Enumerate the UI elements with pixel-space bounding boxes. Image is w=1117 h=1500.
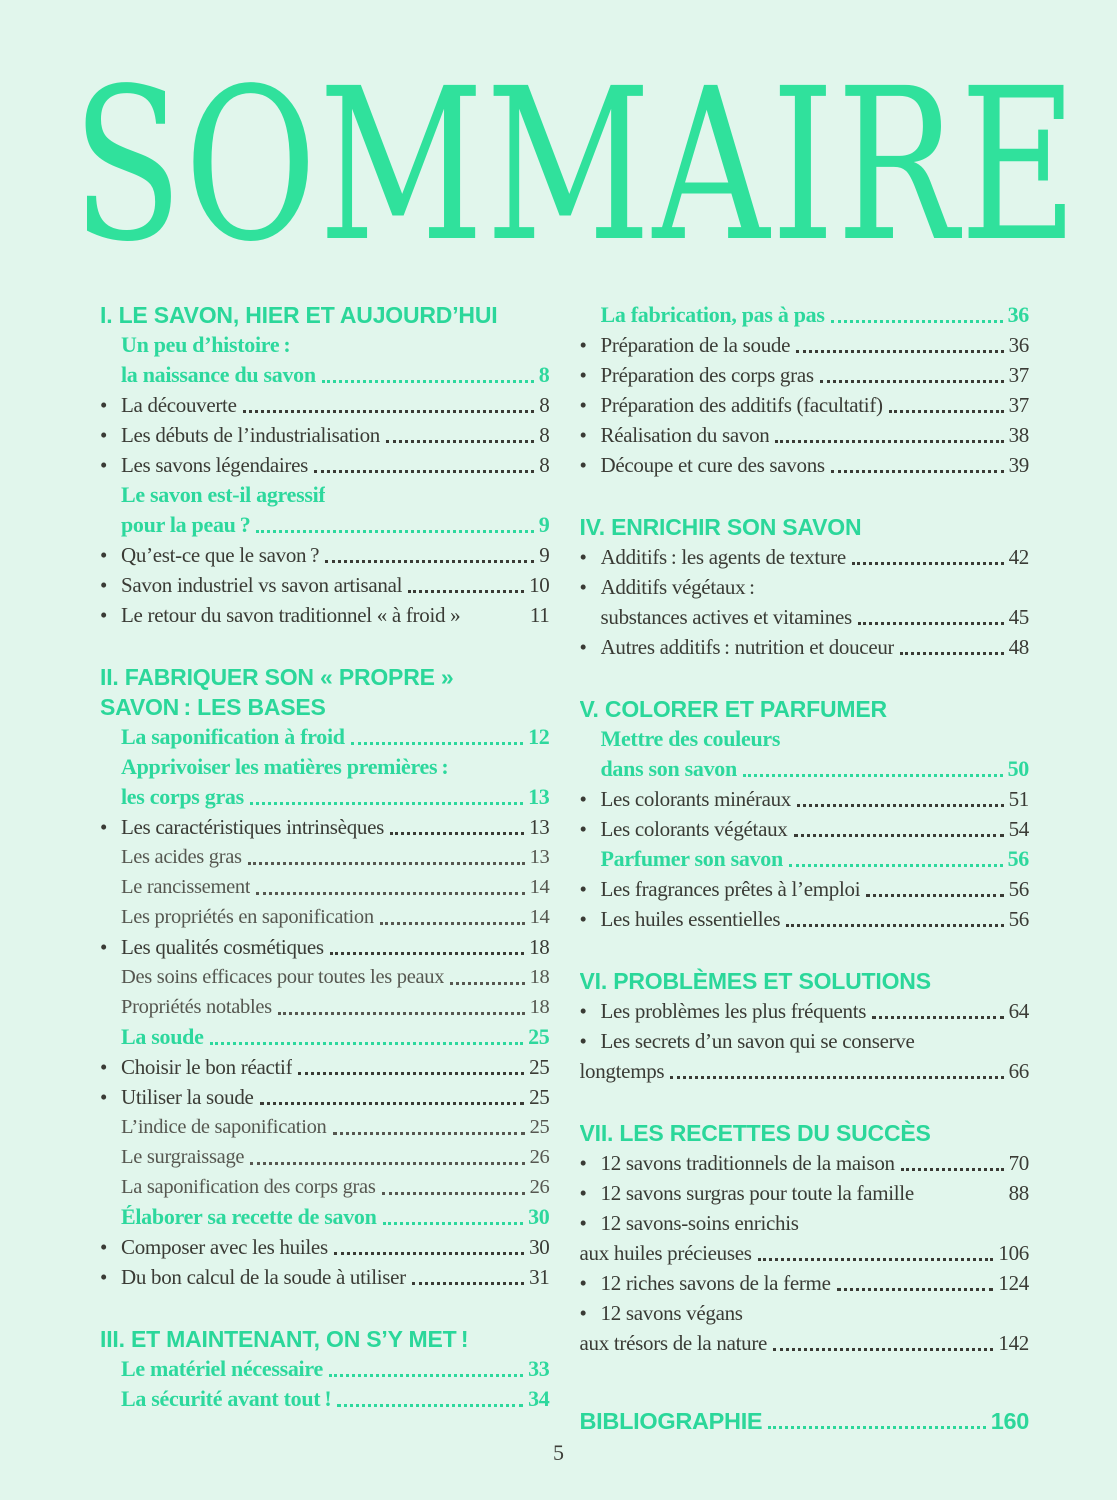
toc-subentry bbox=[100, 872, 550, 902]
toc-entry-label: Utiliser la soude bbox=[121, 1085, 254, 1109]
toc-section-heading bbox=[580, 512, 1030, 542]
toc-entry-label: V. COLORER ET PARFUMER bbox=[579, 696, 887, 722]
toc-entry bbox=[580, 1026, 1030, 1056]
dotted-leader bbox=[796, 350, 1003, 353]
bullet-icon: • bbox=[579, 635, 587, 659]
toc-entry bbox=[580, 996, 1030, 1026]
toc-entry bbox=[100, 932, 550, 962]
dotted-leader bbox=[900, 652, 1003, 655]
dotted-leader bbox=[872, 1016, 1003, 1019]
toc-subheading bbox=[100, 330, 550, 360]
dotted-leader bbox=[380, 922, 525, 925]
page-number: 5 bbox=[553, 1440, 564, 1465]
toc-entry-label: Qu’est-ce que le savon ? bbox=[121, 543, 320, 567]
toc-entry-label: 12 savons surgras pour toute la famille bbox=[600, 1181, 914, 1205]
toc-entry-label: La fabrication, pas à pas bbox=[600, 302, 825, 327]
toc-page-number: 160 bbox=[990, 1408, 1029, 1434]
bullet-icon: • bbox=[579, 999, 587, 1023]
toc-subentry bbox=[100, 1172, 550, 1202]
toc-page-number: 45 bbox=[1008, 605, 1029, 629]
toc-entry bbox=[580, 330, 1030, 360]
toc-entry-continuation bbox=[580, 1238, 1030, 1268]
toc-entry bbox=[580, 784, 1030, 814]
toc-entry-label: Propriétés notables bbox=[121, 996, 272, 1018]
toc-subheading bbox=[100, 1354, 550, 1384]
dotted-leader bbox=[250, 1162, 524, 1165]
toc-entry-label: Choisir le bon réactif bbox=[121, 1055, 293, 1079]
toc-entry-label: Les fragrances prêtes à l’emploi bbox=[600, 877, 861, 901]
toc-entry bbox=[100, 570, 550, 600]
dotted-leader bbox=[386, 440, 534, 443]
toc-page-number: 34 bbox=[528, 1386, 550, 1411]
toc-page-number: 106 bbox=[998, 1241, 1029, 1265]
toc-page-number: 124 bbox=[998, 1271, 1029, 1295]
bullet-icon: • bbox=[579, 393, 587, 417]
toc-page-number: 30 bbox=[528, 1204, 550, 1229]
toc-page-number: 18 bbox=[529, 966, 550, 988]
bullet-icon: • bbox=[579, 333, 587, 357]
toc-entry-label: Parfumer son savon bbox=[600, 846, 783, 871]
bullet-icon: • bbox=[579, 363, 587, 387]
toc-page-number: 25 bbox=[529, 1085, 550, 1109]
toc-entry-label: Les propriétés en saponification bbox=[121, 906, 374, 928]
toc-entry bbox=[100, 600, 550, 630]
toc-entry-continuation bbox=[580, 1328, 1030, 1358]
toc-entry-label: La soude bbox=[121, 1024, 204, 1049]
toc-page-number: 37 bbox=[1008, 393, 1029, 417]
toc-entry bbox=[580, 390, 1030, 420]
toc-entry-label: Un peu d’histoire : bbox=[121, 332, 291, 357]
toc-entry bbox=[100, 420, 550, 450]
bullet-icon: • bbox=[579, 1301, 587, 1325]
bullet-icon: • bbox=[579, 575, 587, 599]
toc-page-number: 38 bbox=[1008, 423, 1029, 447]
dotted-leader bbox=[768, 1426, 985, 1429]
bullet-icon: • bbox=[579, 1271, 587, 1295]
toc-page-number: 26 bbox=[529, 1176, 550, 1198]
toc-entry bbox=[100, 1262, 550, 1292]
toc-entry-label: 12 riches savons de la ferme bbox=[600, 1271, 831, 1295]
toc-page-number: 36 bbox=[1008, 333, 1029, 357]
toc-entry bbox=[100, 450, 550, 480]
dotted-leader bbox=[351, 742, 523, 745]
bullet-icon: • bbox=[100, 453, 108, 477]
toc-entry bbox=[580, 572, 1030, 602]
toc-subheading bbox=[580, 844, 1030, 874]
dotted-leader bbox=[858, 622, 1004, 625]
dotted-leader bbox=[758, 1258, 994, 1261]
toc-page-number: 13 bbox=[529, 846, 550, 868]
toc-page-number: 26 bbox=[529, 1146, 550, 1168]
toc-section-heading bbox=[100, 300, 550, 330]
toc-entry-label: longtemps bbox=[579, 1059, 665, 1083]
bullet-icon: • bbox=[579, 1151, 587, 1175]
toc-page-number: 13 bbox=[528, 784, 550, 809]
toc-section-heading bbox=[580, 1118, 1030, 1148]
dotted-leader bbox=[789, 864, 1003, 867]
dotted-leader bbox=[210, 1042, 524, 1045]
dotted-leader bbox=[775, 440, 1003, 443]
dotted-leader bbox=[412, 1282, 524, 1285]
toc-page-number: 70 bbox=[1008, 1151, 1029, 1175]
bullet-icon: • bbox=[579, 907, 587, 931]
toc-entry-label: La saponification à froid bbox=[121, 724, 345, 749]
toc-section-heading bbox=[100, 692, 550, 722]
toc-entry-label: Préparation des additifs (facultatif) bbox=[600, 393, 883, 417]
dotted-leader bbox=[329, 1374, 523, 1377]
dotted-leader bbox=[260, 1102, 525, 1105]
toc-subheading bbox=[100, 752, 550, 782]
toc-page-number: 8 bbox=[539, 423, 550, 447]
toc-entry bbox=[100, 1232, 550, 1262]
dotted-leader bbox=[390, 832, 524, 835]
toc-entry-label: BIBLIOGRAPHIE bbox=[579, 1408, 763, 1434]
toc-subheading bbox=[100, 1202, 550, 1232]
dotted-leader bbox=[382, 1192, 525, 1195]
dotted-leader bbox=[831, 470, 1004, 473]
bullet-icon: • bbox=[579, 545, 587, 569]
toc-entry bbox=[100, 540, 550, 570]
toc-subheading bbox=[100, 1384, 550, 1414]
toc-entry-label: Additifs : les agents de texture bbox=[600, 545, 846, 569]
toc-entry-label: les corps gras bbox=[121, 784, 244, 809]
toc-subheading bbox=[100, 782, 550, 812]
bullet-icon: • bbox=[579, 1181, 587, 1205]
toc-entry-label: Réalisation du savon bbox=[600, 423, 770, 447]
toc-page-number: 54 bbox=[1008, 817, 1029, 841]
toc-entry-label: substances actives et vitamines bbox=[600, 605, 852, 629]
bullet-icon: • bbox=[100, 1265, 108, 1289]
dotted-leader bbox=[325, 560, 534, 563]
toc-page-number: 56 bbox=[1007, 846, 1029, 871]
bullet-icon: • bbox=[100, 543, 108, 567]
toc-entry-label: dans son savon bbox=[600, 756, 737, 781]
bullet-icon: • bbox=[579, 423, 587, 447]
page-title: SOMMAIRE bbox=[72, 43, 1080, 288]
toc-subheading bbox=[100, 480, 550, 510]
toc-page-number: 25 bbox=[528, 1024, 550, 1049]
bullet-icon: • bbox=[579, 877, 587, 901]
toc-subheading bbox=[100, 1022, 550, 1052]
dotted-leader bbox=[298, 1072, 524, 1075]
dotted-leader bbox=[256, 892, 524, 895]
dotted-leader bbox=[901, 1168, 1004, 1171]
toc-page-number: 56 bbox=[1008, 877, 1029, 901]
dotted-leader bbox=[794, 834, 1004, 837]
toc-page-number: 10 bbox=[529, 573, 550, 597]
dotted-leader bbox=[337, 1404, 523, 1407]
toc-subentry bbox=[100, 1112, 550, 1142]
bullet-icon: • bbox=[100, 603, 108, 627]
toc-entry-label: La sécurité avant tout ! bbox=[121, 1386, 332, 1411]
dotted-leader bbox=[820, 380, 1004, 383]
toc-entry bbox=[580, 360, 1030, 390]
toc-entry-label: 12 savons-soins enrichis bbox=[600, 1211, 799, 1235]
toc-entry bbox=[580, 1208, 1030, 1238]
toc-page-number: 31 bbox=[529, 1265, 550, 1289]
toc-entry bbox=[580, 904, 1030, 934]
toc-entry bbox=[580, 420, 1030, 450]
bullet-icon: • bbox=[579, 1211, 587, 1235]
dotted-leader bbox=[670, 1076, 1003, 1079]
toc-page-number: 25 bbox=[529, 1116, 550, 1138]
bullet-icon: • bbox=[100, 423, 108, 447]
toc-section-heading bbox=[580, 694, 1030, 724]
toc-entry bbox=[580, 1268, 1030, 1298]
dotted-leader bbox=[866, 894, 1003, 897]
toc-entry bbox=[580, 542, 1030, 572]
dotted-leader bbox=[256, 530, 533, 533]
toc-page-number: 18 bbox=[529, 935, 550, 959]
toc-entry-label: Le retour du savon traditionnel « à froid » bbox=[121, 603, 461, 627]
dotted-leader bbox=[797, 804, 1004, 807]
toc-subentry bbox=[100, 962, 550, 992]
dotted-leader bbox=[383, 1222, 524, 1225]
toc-page-number: 39 bbox=[1008, 453, 1029, 477]
toc-page-number: 64 bbox=[1008, 999, 1029, 1023]
toc-entry bbox=[100, 1082, 550, 1112]
bullet-icon: • bbox=[100, 1235, 108, 1259]
toc-columns bbox=[0, 254, 1117, 1436]
dotted-leader bbox=[852, 562, 1004, 565]
toc-entry bbox=[580, 814, 1030, 844]
toc-page-number: 9 bbox=[539, 543, 550, 567]
toc-entry-label: II. FABRIQUER SON « PROPRE » bbox=[100, 664, 454, 690]
toc-entry-label: Apprivoiser les matières premières : bbox=[121, 754, 449, 779]
toc-column-right bbox=[580, 300, 1030, 1436]
toc-page-number: 8 bbox=[539, 393, 550, 417]
toc-page-number: 11 bbox=[529, 603, 550, 627]
toc-entry-label: Le matériel nécessaire bbox=[121, 1356, 323, 1381]
toc-entry-label: VI. PROBLÈMES ET SOLUTIONS bbox=[579, 968, 931, 994]
toc-page-number: 142 bbox=[998, 1331, 1029, 1355]
toc-entry-label: Préparation de la soude bbox=[600, 333, 791, 357]
toc-entry bbox=[580, 450, 1030, 480]
bullet-icon: • bbox=[100, 573, 108, 597]
toc-entry-label: Les colorants végétaux bbox=[600, 817, 788, 841]
bullet-icon: • bbox=[579, 817, 587, 841]
toc-subentry bbox=[100, 902, 550, 932]
toc-entry-label: Les débuts de l’industrialisation bbox=[121, 423, 380, 447]
dotted-leader bbox=[889, 410, 1004, 413]
toc-entry bbox=[100, 1052, 550, 1082]
toc-column-left bbox=[100, 300, 550, 1436]
toc-entry-label: Autres additifs : nutrition et douceur bbox=[600, 635, 895, 659]
toc-page-number: 88 bbox=[1008, 1181, 1029, 1205]
toc-entry-label: VII. LES RECETTES DU SUCCÈS bbox=[579, 1120, 931, 1146]
toc-entry-label: Composer avec les huiles bbox=[121, 1235, 328, 1259]
toc-entry-label: Savon industriel vs savon artisanal bbox=[121, 573, 403, 597]
toc-entry-label: Mettre des couleurs bbox=[600, 726, 781, 751]
toc-page-number: 66 bbox=[1008, 1059, 1029, 1083]
toc-section-heading bbox=[100, 1324, 550, 1354]
toc-entry bbox=[580, 632, 1030, 662]
toc-entry-label: Les acides gras bbox=[121, 846, 242, 868]
toc-entry bbox=[580, 1148, 1030, 1178]
dotted-leader bbox=[322, 380, 534, 383]
toc-entry-label: SAVON : LES BASES bbox=[100, 694, 326, 720]
toc-page-number: 42 bbox=[1008, 545, 1029, 569]
toc-entry-label: Le savon est-il agressif bbox=[121, 482, 326, 507]
toc-entry-label: Le rancissement bbox=[121, 876, 251, 898]
bullet-icon: • bbox=[100, 1055, 108, 1079]
toc-page-number: 14 bbox=[529, 876, 550, 898]
toc-page-number: 8 bbox=[539, 453, 550, 477]
toc-entry bbox=[580, 874, 1030, 904]
toc-entry-label: Préparation des corps gras bbox=[600, 363, 814, 387]
toc-entry-label: Les problèmes les plus fréquents bbox=[600, 999, 867, 1023]
toc-entry-label: L’indice de saponification bbox=[121, 1116, 327, 1138]
toc-entry-label: Les savons légendaires bbox=[121, 453, 309, 477]
toc-entry-label: 12 savons végans bbox=[600, 1301, 743, 1325]
toc-subentry bbox=[100, 1142, 550, 1172]
toc-page-number: 14 bbox=[529, 906, 550, 928]
toc-subheading bbox=[100, 360, 550, 390]
toc-entry-label: la naissance du savon bbox=[121, 362, 316, 387]
toc-subentry bbox=[100, 992, 550, 1022]
toc-entry-label: Découpe et cure des savons bbox=[600, 453, 825, 477]
dotted-leader bbox=[248, 862, 525, 865]
toc-entry-label: Le surgraissage bbox=[121, 1146, 245, 1168]
toc-entry-label: IV. ENRICHIR SON SAVON bbox=[579, 514, 862, 540]
toc-page-number: 48 bbox=[1008, 635, 1029, 659]
toc-entry-label: Les qualités cosmétiques bbox=[121, 935, 324, 959]
toc-entry-label: Additifs végétaux : bbox=[600, 575, 755, 599]
toc-entry-label: III. ET MAINTENANT, ON S’Y MET ! bbox=[100, 1326, 469, 1352]
toc-section-heading bbox=[100, 662, 550, 692]
bullet-icon: • bbox=[100, 815, 108, 839]
toc-page-number: 33 bbox=[528, 1356, 550, 1381]
toc-entry-label: La saponification des corps gras bbox=[121, 1176, 376, 1198]
dotted-leader bbox=[250, 802, 523, 805]
toc-entry-label: Les caractéristiques intrinsèques bbox=[121, 815, 384, 839]
toc-page-number: 13 bbox=[529, 815, 550, 839]
bullet-icon: • bbox=[100, 1085, 108, 1109]
toc-subentry bbox=[100, 842, 550, 872]
toc-page-number: 51 bbox=[1008, 787, 1029, 811]
dotted-leader bbox=[314, 470, 534, 473]
toc-page-number: 18 bbox=[529, 996, 550, 1018]
toc-entry bbox=[580, 1178, 1030, 1208]
toc-entry-label: pour la peau ? bbox=[121, 512, 251, 537]
toc-page-number: 30 bbox=[529, 1235, 550, 1259]
dotted-leader bbox=[450, 982, 524, 985]
toc-page-number: 9 bbox=[538, 512, 550, 537]
dotted-leader bbox=[243, 410, 535, 413]
dotted-leader bbox=[330, 952, 524, 955]
toc-entry-label: aux huiles précieuses bbox=[579, 1241, 752, 1265]
toc-entry bbox=[580, 1298, 1030, 1328]
toc-section-heading bbox=[580, 966, 1030, 996]
dotted-leader bbox=[773, 1348, 993, 1351]
toc-subheading bbox=[580, 754, 1030, 784]
dotted-leader bbox=[831, 320, 1003, 323]
toc-entry-label: Les huiles essentielles bbox=[600, 907, 781, 931]
toc-subheading bbox=[580, 724, 1030, 754]
toc-entry-label: aux trésors de la nature bbox=[579, 1331, 768, 1355]
toc-page-number: 36 bbox=[1007, 302, 1029, 327]
dotted-leader bbox=[333, 1132, 525, 1135]
dotted-leader bbox=[786, 924, 1003, 927]
toc-entry-continuation bbox=[580, 1056, 1030, 1086]
toc-entry-label: La découverte bbox=[121, 393, 237, 417]
toc-entry-label: Les colorants minéraux bbox=[600, 787, 792, 811]
bullet-icon: • bbox=[579, 1029, 587, 1053]
bullet-icon: • bbox=[579, 453, 587, 477]
dotted-leader bbox=[408, 590, 524, 593]
toc-subheading bbox=[100, 722, 550, 752]
bullet-icon: • bbox=[579, 787, 587, 811]
toc-entry-label: Du bon calcul de la soude à utiliser bbox=[121, 1265, 406, 1289]
toc-entry-label: 12 savons traditionnels de la maison bbox=[600, 1151, 895, 1175]
toc-page-number: 8 bbox=[538, 362, 550, 387]
dotted-leader bbox=[278, 1012, 525, 1015]
dotted-leader bbox=[334, 1252, 524, 1255]
toc-subheading bbox=[580, 300, 1030, 330]
toc-entry bbox=[100, 390, 550, 420]
toc-entry-continuation bbox=[580, 602, 1030, 632]
toc-page-number: 37 bbox=[1008, 363, 1029, 387]
toc-subheading bbox=[100, 510, 550, 540]
toc-page-number: 56 bbox=[1008, 907, 1029, 931]
toc-page-number: 50 bbox=[1007, 756, 1029, 781]
toc-entry-label: Les secrets d’un savon qui se conserve bbox=[600, 1029, 915, 1053]
toc-entry-label: Des soins efficaces pour toutes les peaux bbox=[121, 966, 445, 988]
toc-page-number: 25 bbox=[529, 1055, 550, 1079]
bullet-icon: • bbox=[100, 393, 108, 417]
toc-entry-label: I. LE SAVON, HIER ET AUJOURD’HUI bbox=[100, 302, 498, 328]
toc-entry-label: Élaborer sa recette de savon bbox=[121, 1204, 377, 1229]
bullet-icon: • bbox=[100, 935, 108, 959]
dotted-leader bbox=[743, 774, 1003, 777]
toc-bibliography bbox=[580, 1406, 1030, 1436]
toc-entry bbox=[100, 812, 550, 842]
dotted-leader bbox=[837, 1288, 994, 1291]
toc-page-number: 12 bbox=[528, 724, 550, 749]
